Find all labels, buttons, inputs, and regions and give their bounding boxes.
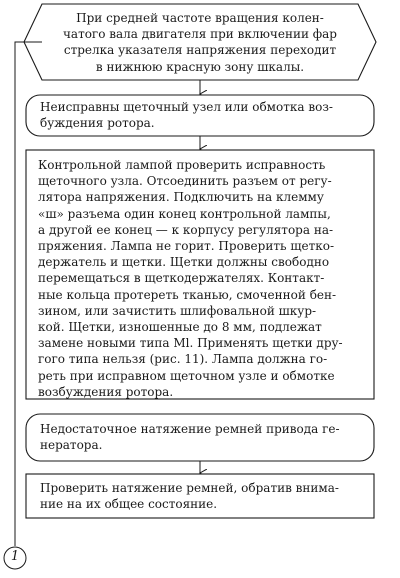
connector-label-1: 1: [10, 549, 20, 564]
step-3-text: Контрольной лампой проверить исправность щеточного узла. Отсоединить разъем от регу- лятора напряжения. Подключить на клемму «ш» разъема один конец контрольной лампы, а другой ее конец — к корпусу регулятора на- пряжения. Лампа не горит. Проверить щетко- держатель и щетки. Щетки должны свободно перемещаться в щеткодержателях. Контакт- ные кольца протереть тканью, смоченной бен- зином, или зачистить шлифовальной шкур- кой. Щетки, изношенные до 8 мм, подлежат замене новыми типа Ml. Применять щетки дру- гого типа нельзя (рис. 11). Лампа должна го- реть при исправном щеточном узле и обмотке возбуждения ротора.: [38, 158, 343, 399]
step-5-text: Проверить натяжение ремней, обратив внима- ние на их общее состояние.: [40, 481, 339, 512]
step-2-text: Неисправны щеточный узел или обмотка воз- буждения ротора.: [40, 100, 333, 131]
step-1-text: При средней частоте вращения колен- чатого вала двигателя при включении фар стрелка указателя напряжения переходит в нижнюю красную зону шкалы.: [62, 11, 337, 74]
step-4-text: Недостаточное натяжение ремней привода ге- нератора.: [40, 422, 340, 453]
